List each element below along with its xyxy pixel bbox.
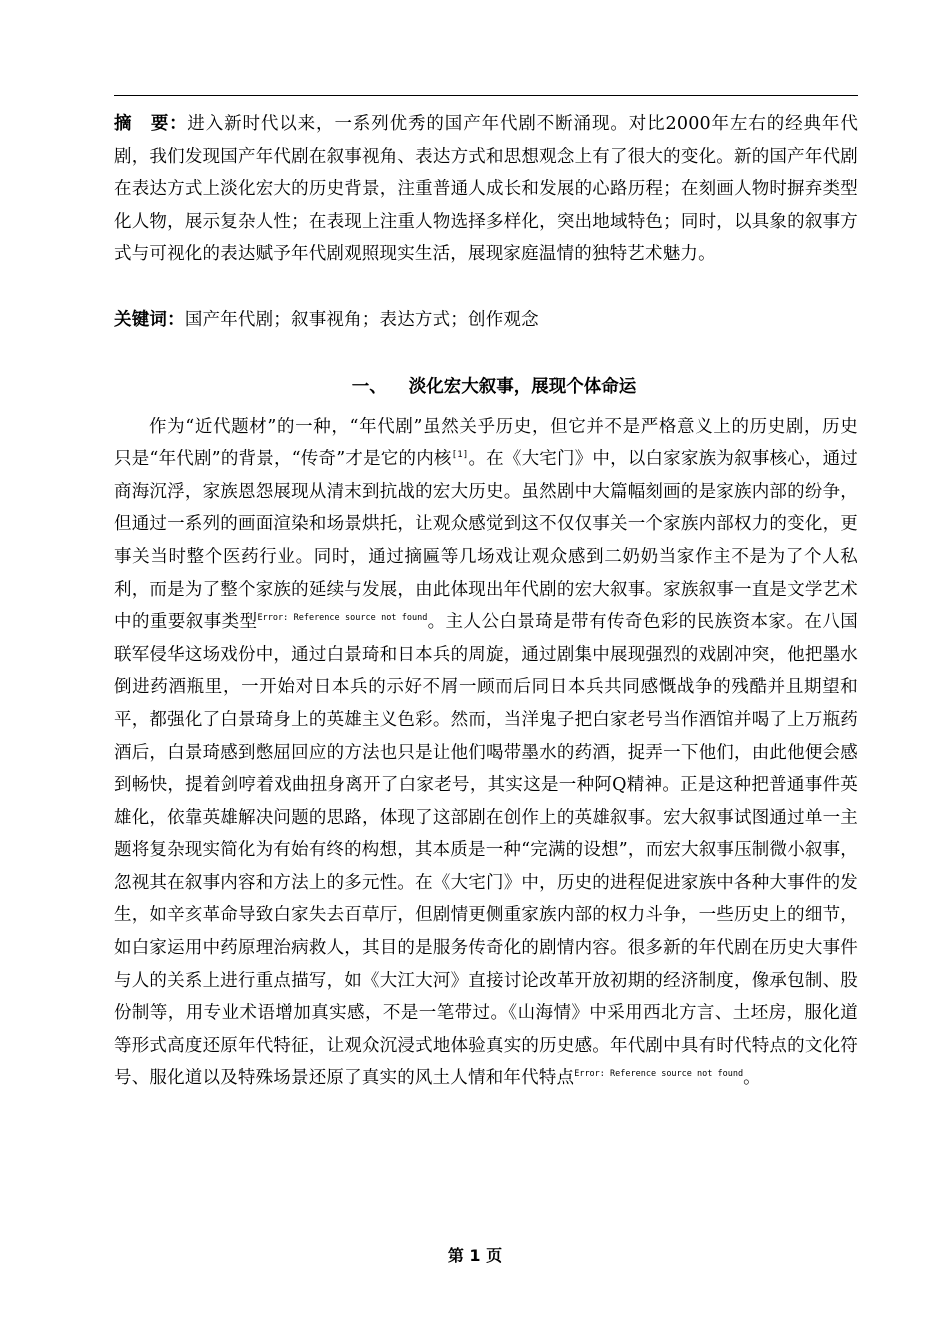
abstract-label: 摘 要： (114, 114, 188, 134)
body-text-part-2: 。在《大宅门》中，以白家家族为叙事核心，通过商海沉浮，家族恩怨展现从清末到抗战的宏大历史。虽然剧中大篇幅刻画的是家族内部的纷争，但通过一系列的画面渲染和场景烘托，让观众感觉到这不仅仅事关一个家族内部权力的变化，更事关当时整个医药行业。同时，通过摘匾等几场戏让观众感到二奶奶当家作主不是为了个人私利，而是为了整个家族的延续与发展，由此体现出年代剧的宏大叙事。家族叙事一直是文学艺术中的重要叙事类型 (114, 449, 858, 633)
page-content (114, 108, 858, 1095)
body-paragraph (114, 411, 858, 1095)
section-title: 淡化宏大叙事，展现个体命运 (408, 376, 637, 397)
header-rule (114, 95, 858, 96)
body-text-part-3: 。主人公白景琦是带有传奇色彩的民族资本家。在八国联军侵华这场戏份中，通过白景琦和日本兵的周旋，通过剧集中展现强烈的戏剧冲突，他把墨水倒进药酒瓶里，一开始对日本兵的示好不屑一顾而后同日本兵共同感慨战争的残酷并且期望和平，都强化了白景琦身上的英雄主义色彩。然而，当洋鬼子把白家老号当作酒馆并喝了上万瓶药酒后，白景琦感到憋屈回应的方法也只是让他们喝带墨水的药酒，捉弄一下他们，由此他便会感到畅快，提着剑哼着戏曲扭身离开了白家老号，其实这是一种阿Q精神。正是这种把普通事件英雄化，依靠英雄解决问题的思路，体现了这部剧在创作上的英雄叙事。宏大叙事试图通过单一主题将复杂现实简化为有始有终的构想，其本质是一种“完满的设想”，而宏大叙事压制微小叙事，忽视其在叙事内容和方法上的多元性。在《大宅门》中，历史的进程促进家族中各种大事件的发生，如辛亥革命导致白家失去百草厅，但剧情更侧重家族内部的权力斗争，一些历史上的细节，如白家运用中药原理治病救人，其目的是服务传奇化的剧情内容。很多新的年代剧在历史大事件与人的关系上进行重点描写，如《大江大河》直接讨论改革开放初期的经济制度，像承包制、股份制等，用专业术语增加真实感，不是一笔带过。《山海情》中采用西北方言、土坯房，服化道等形式高度还原年代特征，让观众沉浸式地体验真实的历史感。年代剧中具有时代特点的文化符号、服化道以及特殊场景还原了真实的风土人情和年代特点 (114, 612, 858, 1089)
reference-error-1: Error: Reference source not found (257, 613, 428, 624)
abstract-paragraph (114, 108, 858, 271)
section-number: 一、 (351, 376, 387, 397)
abstract-text: 进入新时代以来，一系列优秀的国产年代剧不断涌现。对比2000年左右的经典年代剧，我们发现国产年代剧在叙事视角、表达方式和思想观念上有了很大的变化。新的国产年代剧在表达方式上淡化宏大的历史背景，注重普通人成长和发展的心路历程；在刻画人物时摒弃类型化人物，展示复杂人性；在表现上注重人物选择多样化，突出地域特色；同时，以具象的叙事方式与可视化的表达赋予年代剧观照现实生活，展现家庭温情的独特艺术魅力。 (114, 114, 859, 265)
keywords-paragraph (114, 304, 858, 337)
body-text-part-4: 。 (743, 1068, 761, 1089)
keywords-text: 国产年代剧；叙事视角；表达方式；创作观念 (184, 309, 539, 330)
page-number: 第 1 页 (447, 1246, 503, 1265)
section-heading (114, 371, 858, 403)
citation-1: [1] (451, 450, 469, 461)
body-text-part-1: 作为“近代题材”的一种，“年代剧”虽然关乎历史，但它并不是严格意义上的历史剧，历史只是“年代剧”的背景，“传奇”才是它的内核 (114, 416, 858, 470)
keywords-label: 关键词： (114, 309, 185, 330)
reference-error-2: Error: Reference source not found (574, 1069, 744, 1080)
